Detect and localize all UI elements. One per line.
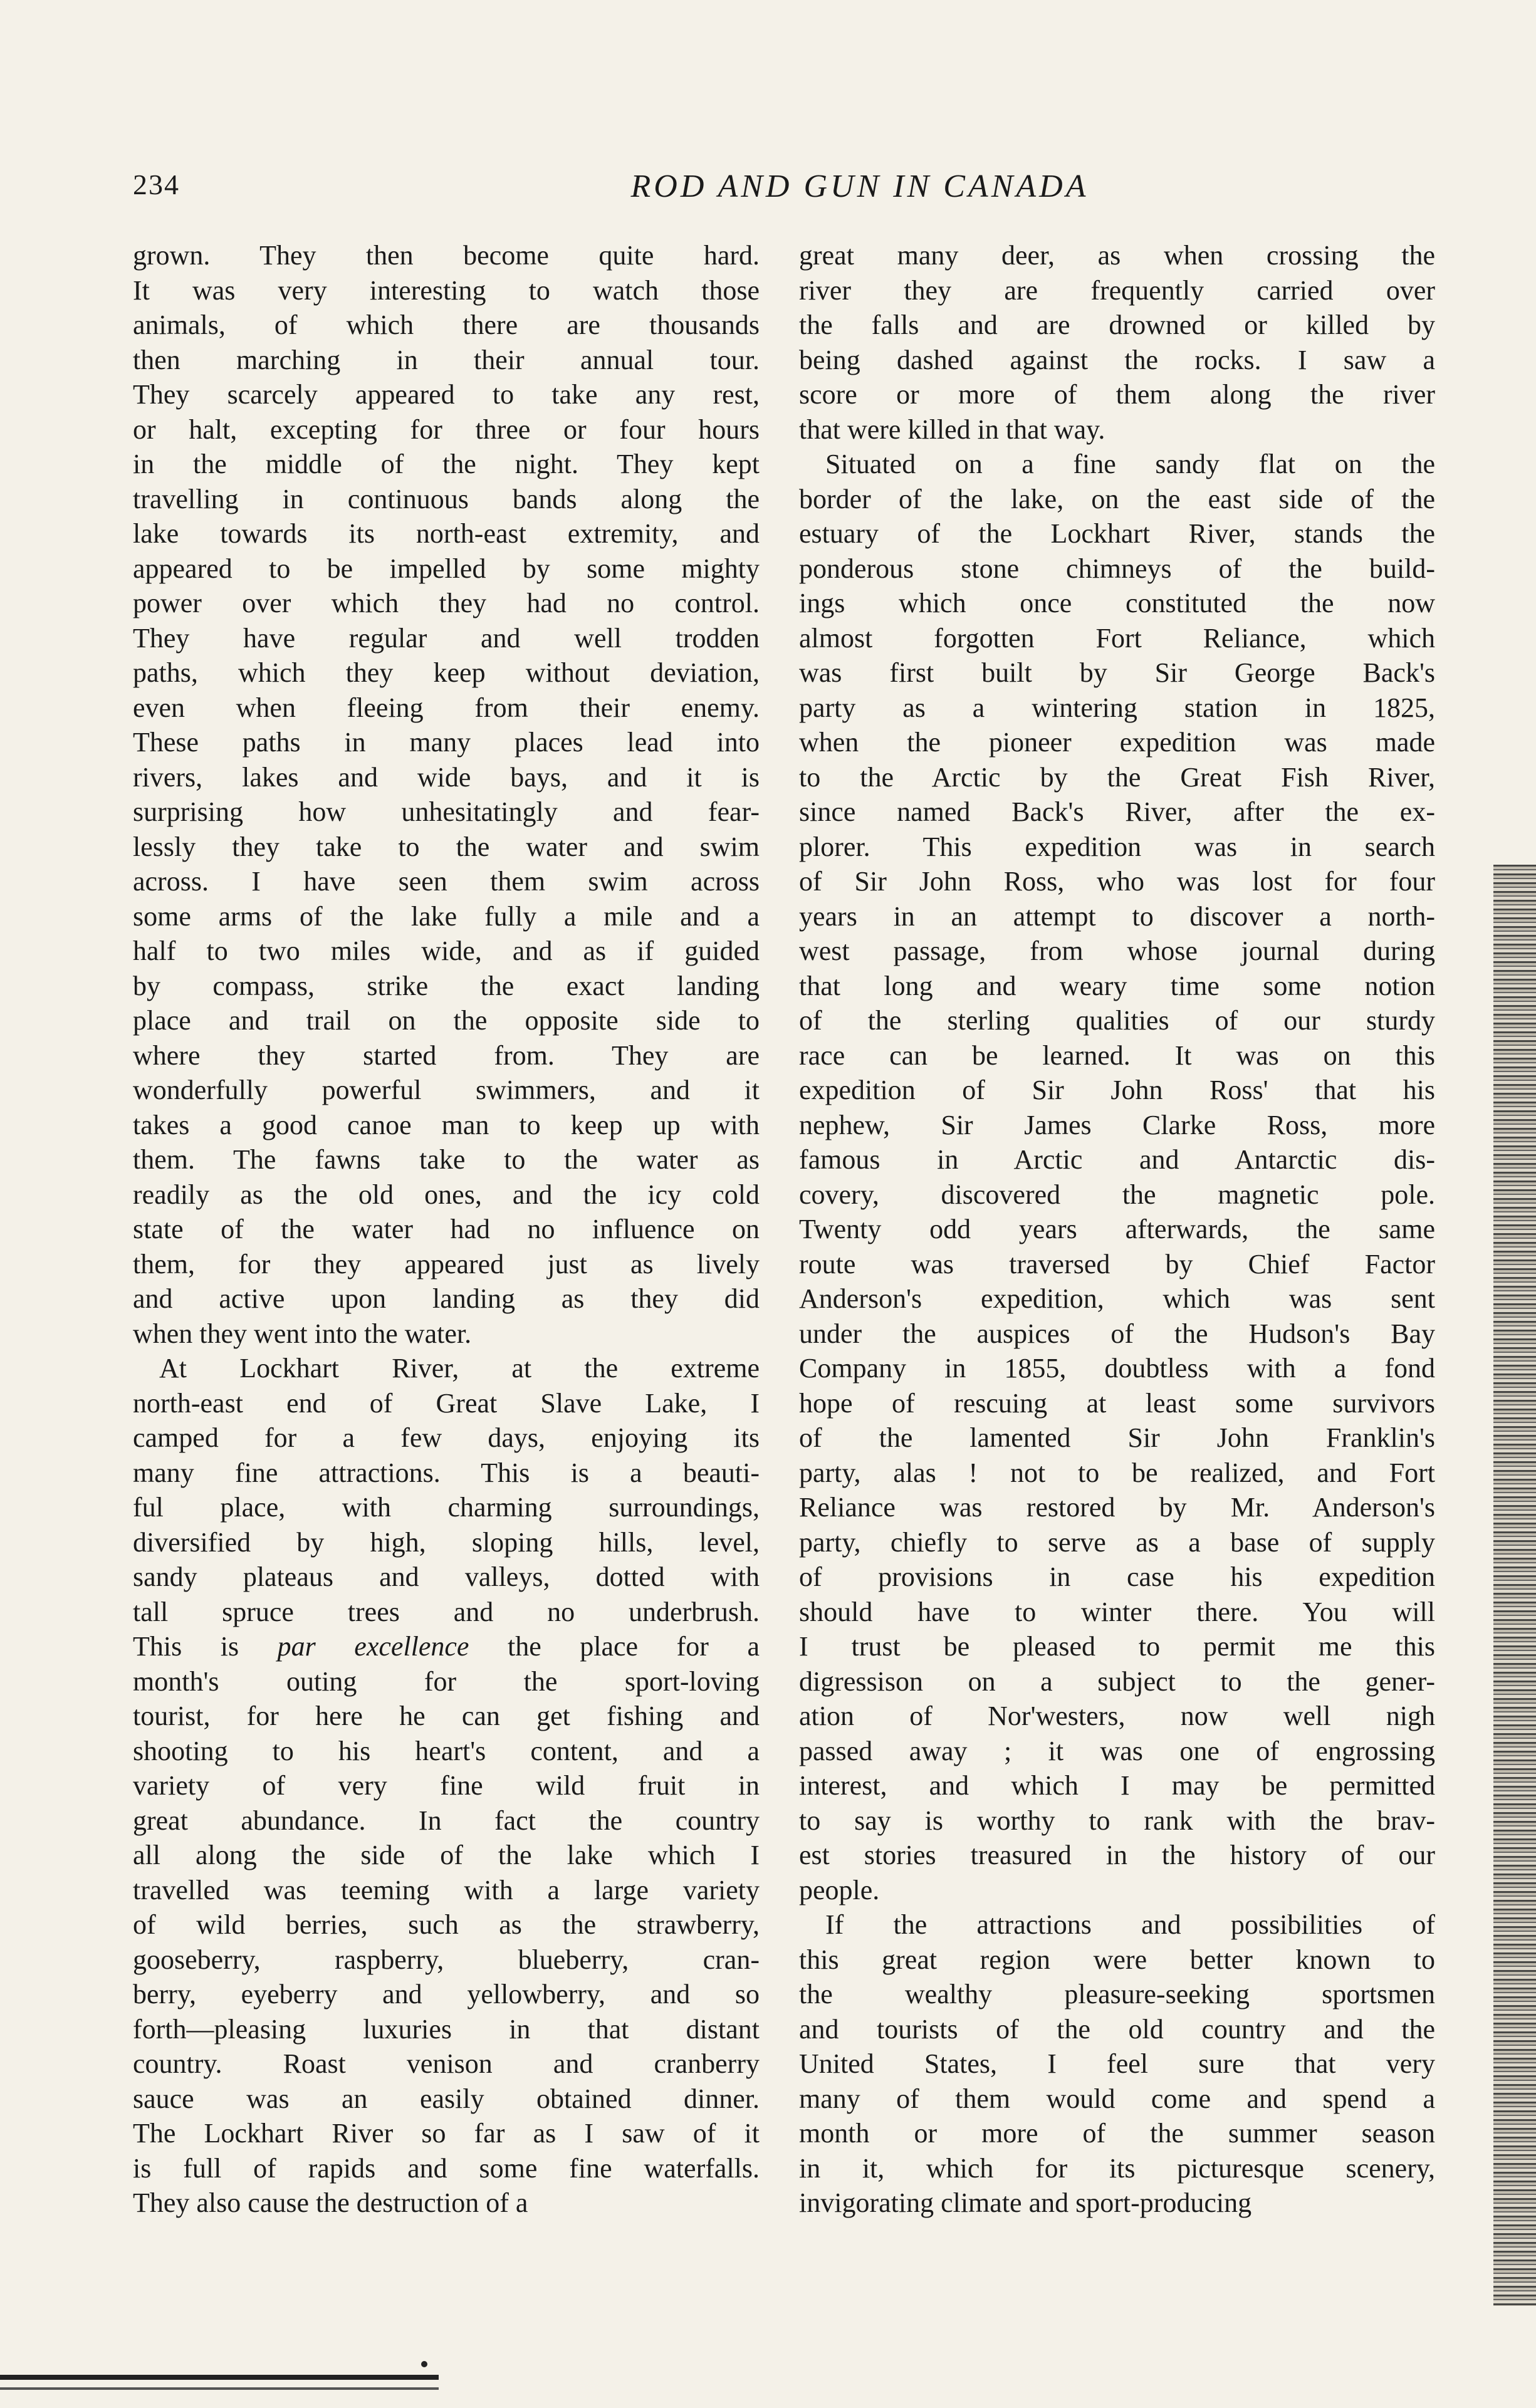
text-line: party, chiefly to serve as a base of supply xyxy=(799,1526,1435,1558)
text-line: is full of rapids and some fine waterfalls. xyxy=(133,2152,760,2184)
text-line: across. I have seen them swim across xyxy=(133,866,760,897)
text-line: gooseberry, raspberry, blueberry, cran- xyxy=(133,1944,760,1975)
text-line: invigorating climate and sport-producing xyxy=(799,2187,1252,2218)
text-line: party, alas ! not to be realized, and Fort xyxy=(799,1457,1435,1488)
text-line: many fine attractions. This is a beauti- xyxy=(133,1457,760,1488)
text-line: place and trail on the opposite side to xyxy=(133,1005,760,1036)
text-line: Company in 1855, doubtless with a fond xyxy=(799,1353,1435,1384)
text-line: and tourists of the old country and the xyxy=(799,2013,1435,2045)
text-line: all along the side of the lake which I xyxy=(133,1840,760,1870)
text-line: animals, of which there are thousands xyxy=(133,310,760,340)
right-text-column xyxy=(799,238,1435,2221)
text-line: interest, and which I may be permitted xyxy=(799,1770,1435,1801)
text-line: the falls and are drowned or killed by xyxy=(799,310,1435,340)
paragraph xyxy=(799,1907,1435,2221)
text-line: tall spruce trees and no underbrush. xyxy=(133,1596,760,1627)
text-line: lake towards its north-east extremity, and xyxy=(133,518,760,549)
text-line: sauce was an easily obtained dinner. xyxy=(133,2083,760,2114)
text-line: rivers, lakes and wide bays, and it is xyxy=(133,761,760,793)
text-line: them, for they appeared just as lively xyxy=(133,1248,760,1280)
text-line: party as a wintering station in 1825, xyxy=(799,692,1435,723)
text-line: west passage, from whose journal during xyxy=(799,936,1435,966)
text-line: They also cause the destruction of a xyxy=(133,2187,528,2218)
text-line: digressison on a subject to the gener- xyxy=(799,1665,1435,1697)
text-line: If the attractions and possibilities of xyxy=(825,1909,1435,1940)
text-line: great many deer, as when crossing the xyxy=(799,240,1435,271)
text-line: or halt, excepting for three or four hours xyxy=(133,414,760,445)
text-line: I trust be pleased to permit me this xyxy=(799,1631,1435,1662)
text-line: surprising how unhesitatingly and fear- xyxy=(133,796,760,827)
text-line: since named Back's River, after the ex- xyxy=(799,796,1435,827)
text-line: They have regular and well trodden xyxy=(133,622,760,654)
text-line: ation of Nor'westers, now well nigh xyxy=(799,1701,1435,1731)
text-line: This is par excellence the place for a xyxy=(133,1631,760,1662)
text-line: Twenty odd years afterwards, the same xyxy=(799,1214,1435,1244)
text-line: of wild berries, such as the strawberry, xyxy=(133,1909,760,1940)
text-line: years in an attempt to discover a north- xyxy=(799,900,1435,932)
running-head: ROD AND GUN IN CANADA xyxy=(630,169,1089,204)
text-line: of provisions in case his expedition xyxy=(799,1561,1435,1592)
text-line: plorer. This expedition was in search xyxy=(799,831,1435,862)
text-line: month or more of the summer season xyxy=(799,2118,1435,2149)
text-line: At Lockhart River, at the extreme xyxy=(159,1353,760,1384)
text-line: state of the water had no influence on xyxy=(133,1214,760,1244)
text-line: in the middle of the night. They kept xyxy=(133,449,760,479)
left-text-column xyxy=(133,238,760,2221)
text-line: then marching in their annual tour. xyxy=(133,344,760,375)
page-number: 234 xyxy=(133,169,180,201)
text-line: when they went into the water. xyxy=(133,1318,472,1349)
text-line: was first built by Sir George Back's xyxy=(799,657,1435,688)
text-line: travelled was teeming with a large variety xyxy=(133,1874,760,1905)
text-line: famous in Arctic and Antarctic dis- xyxy=(799,1144,1435,1175)
text-line: half to two miles wide, and as if guided xyxy=(133,936,760,966)
text-line: being dashed against the rocks. I saw a xyxy=(799,344,1435,375)
text-line: expedition of Sir John Ross' that his xyxy=(799,1075,1435,1105)
text-line: of Sir John Ross, who was lost for four xyxy=(799,866,1435,897)
text-line: many of them would come and spend a xyxy=(799,2083,1435,2114)
text-line: power over which they had no control. xyxy=(133,588,760,618)
paragraph xyxy=(133,1351,760,2221)
paragraph xyxy=(799,447,1435,1907)
text-line: It was very interesting to watch those xyxy=(133,274,760,306)
text-line: paths, which they keep without deviation, xyxy=(133,657,760,688)
text-line: to the Arctic by the Great Fish River, xyxy=(799,761,1435,793)
text-line: where they started from. They are xyxy=(133,1040,760,1071)
text-line: river they are frequently carried over xyxy=(799,274,1435,306)
text-line: in it, which for its picturesque scenery, xyxy=(799,2152,1435,2184)
text-line: takes a good canoe man to keep up with xyxy=(133,1109,760,1140)
text-line: some arms of the lake fully a mile and a xyxy=(133,900,760,932)
text-line: by compass, strike the exact landing xyxy=(133,970,760,1001)
text-line: travelling in continuous bands along the xyxy=(133,483,760,514)
text-line: variety of very fine wild fruit in xyxy=(133,1770,760,1801)
text-line: lessly they take to the water and swim xyxy=(133,831,760,862)
text-line: race can be learned. It was on this xyxy=(799,1040,1435,1071)
text-line: route was traversed by Chief Factor xyxy=(799,1248,1435,1280)
text-line: Situated on a fine sandy flat on the xyxy=(825,449,1435,479)
text-line: wonderfully powerful swimmers, and it xyxy=(133,1075,760,1105)
text-line: ful place, with charming surroundings, xyxy=(133,1492,760,1523)
text-line: hope of rescuing at least some survivors xyxy=(799,1387,1435,1419)
bottom-rule xyxy=(0,2375,439,2380)
text-line: month's outing for the sport-loving xyxy=(133,1665,760,1697)
text-line: that were killed in that way. xyxy=(799,414,1105,445)
text-line: estuary of the Lockhart River, stands the xyxy=(799,518,1435,549)
text-line: forth—pleasing luxuries in that distant xyxy=(133,2013,760,2045)
bottom-mark xyxy=(421,2361,427,2367)
paragraph xyxy=(799,238,1435,447)
text-line: The Lockhart River so far as I saw of it xyxy=(133,2118,760,2149)
text-line: berry, eyeberry and yellowberry, and so xyxy=(133,1979,760,2009)
text-line: when the pioneer expedition was made xyxy=(799,727,1435,758)
text-line: covery, discovered the magnetic pole. xyxy=(799,1179,1435,1210)
text-line: and active upon landing as they did xyxy=(133,1283,760,1314)
text-line: ponderous stone chimneys of the build- xyxy=(799,553,1435,584)
text-line: sandy plateaus and valleys, dotted with xyxy=(133,1561,760,1592)
text-line: United States, I feel sure that very xyxy=(799,2048,1435,2079)
text-line: readily as the old ones, and the icy cold xyxy=(133,1179,760,1210)
text-line: of the sterling qualities of our sturdy xyxy=(799,1005,1435,1036)
text-line: border of the lake, on the east side of the xyxy=(799,483,1435,514)
text-line: that long and weary time some notion xyxy=(799,970,1435,1001)
text-line: passed away ; it was one of engrossing xyxy=(799,1735,1435,1766)
text-line: this great region were better known to xyxy=(799,1944,1435,1975)
text-line: ings which once constituted the now xyxy=(799,588,1435,618)
text-line: camped for a few days, enjoying its xyxy=(133,1422,760,1453)
text-line: Anderson's expedition, which was sent xyxy=(799,1283,1435,1314)
text-line: diversified by high, sloping hills, level, xyxy=(133,1526,760,1558)
text-line: of the lamented Sir John Franklin's xyxy=(799,1422,1435,1453)
text-line: great abundance. In fact the country xyxy=(133,1805,760,1836)
text-line: them. The fawns take to the water as xyxy=(133,1144,760,1175)
text-line: appeared to be impelled by some mighty xyxy=(133,553,760,584)
text-line: score or more of them along the river xyxy=(799,379,1435,410)
text-line: country. Roast venison and cranberry xyxy=(133,2048,760,2079)
text-line: tourist, for here he can get fishing and xyxy=(133,1701,760,1731)
text-line: est stories treasured in the history of our xyxy=(799,1840,1435,1870)
bottom-rule-thin xyxy=(0,2387,439,2390)
text-line: even when fleeing from their enemy. xyxy=(133,692,760,723)
text-line: under the auspices of the Hudson's Bay xyxy=(799,1318,1435,1349)
text-line: people. xyxy=(799,1874,880,1905)
text-line: These paths in many places lead into xyxy=(133,727,760,758)
text-line: almost forgotten Fort Reliance, which xyxy=(799,622,1435,654)
paragraph xyxy=(133,238,760,1351)
text-line: grown. They then become quite hard. xyxy=(133,240,760,271)
page-header xyxy=(133,168,1424,218)
text-line: should have to winter there. You will xyxy=(799,1596,1435,1627)
text-line: shooting to his heart's content, and a xyxy=(133,1735,760,1766)
text-line: north-east end of Great Slave Lake, I xyxy=(133,1387,760,1419)
text-line: nephew, Sir James Clarke Ross, more xyxy=(799,1109,1435,1140)
text-line: They scarcely appeared to take any rest, xyxy=(133,379,760,410)
scanned-page-edge xyxy=(1493,865,1536,2306)
text-line: the wealthy pleasure-seeking sportsmen xyxy=(799,1979,1435,2009)
text-line: to say is worthy to rank with the brav- xyxy=(799,1805,1435,1836)
text-line: Reliance was restored by Mr. Anderson's xyxy=(799,1492,1435,1523)
